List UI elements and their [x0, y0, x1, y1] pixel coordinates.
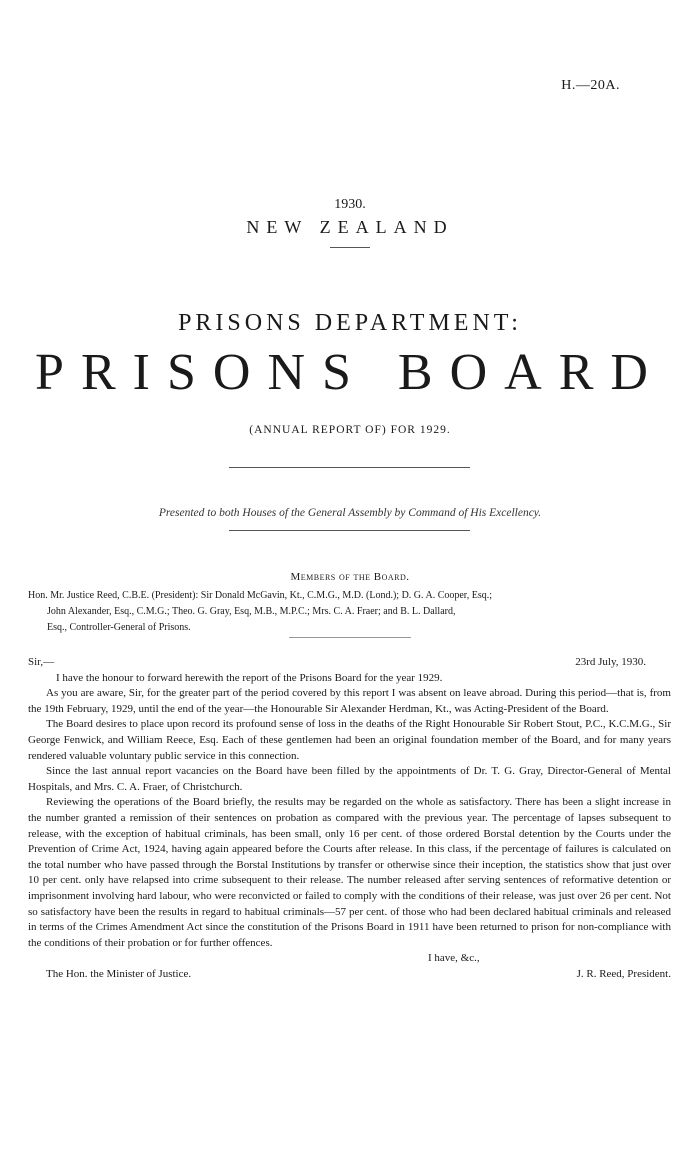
country-heading: NEW ZEALAND — [246, 217, 454, 237]
divider — [229, 530, 470, 531]
members-line: Hon. Mr. Justice Reed, C.B.E. (President): Sir Donald McGavin, Kt., C.M.G., M.D. (Lond.); D. G. A. Cooper, Esq.; — [28, 590, 493, 601]
department-title: PRISONS DEPARTMENT: — [178, 310, 522, 336]
signature: J. R. Reed, President. — [576, 967, 671, 980]
document-reference: H.—20A. — [561, 78, 620, 93]
members-list — [28, 588, 668, 636]
letter-paragraph: I have the honour to forward herewith the report of the Prisons Board for the year 1929. — [56, 671, 443, 684]
letter-paragraph: The Board desires to place upon record its profound sense of loss in the deaths of the Right Honourable Sir Robert Stout, P.C., K.C.M.G., Sir George Fenwick, and William Reece, Esq. Each of these gentlemen had been an original foundation member of the Board, and for many years rendered valuable voluntary public service in this connection. — [28, 718, 671, 762]
addressee: The Hon. the Minister of Justice. — [46, 967, 192, 980]
publication-year: 1930. — [334, 197, 366, 212]
members-line: John Alexander, Esq., C.M.G.; Theo. G. Gray, Esq, M.B., M.P.C.; Mrs. C. A. Fraer; and B. L. Dallard, — [47, 606, 456, 617]
letter-date: 23rd July, 1930. — [575, 656, 646, 668]
divider — [289, 637, 411, 638]
members-line: Esq., Controller-General of Prisons. — [47, 622, 191, 633]
report-subtitle: (ANNUAL REPORT OF) FOR 1929. — [249, 424, 451, 436]
report-title: PRISONS BOARD — [35, 344, 665, 401]
salutation: Sir,— — [28, 656, 55, 668]
members-heading: Members of the Board. — [290, 571, 410, 583]
divider — [229, 467, 470, 468]
presentation-note: Presented to both Houses of the General Assembly by Command of His Excellency. — [158, 507, 542, 519]
letter-paragraph: As you are aware, Sir, for the greater part of the period covered by this report I was absent on leave abroad. During this period—that is, from the 19th February, 1929, until the end of the year—the Honourable Sir Alexander Herdman, Kt., was Acting-President of the Board. — [28, 687, 671, 715]
letter-signoff — [28, 951, 671, 982]
letter-paragraph: Since the last annual report vacancies on the Board have been filled by the appointments of Dr. T. G. Gray, Director-General of Mental Hospitals, and Mrs. C. A. Fraer, of Christchurch. — [28, 765, 671, 793]
covering-letter — [28, 655, 671, 982]
closing: I have, &c., — [428, 952, 480, 965]
divider — [330, 247, 370, 248]
letter-paragraph: Reviewing the operations of the Board briefly, the results may be regarded on the whole as satisfactory. There has been a slight increase in the number granted a remission of their sentences on probation as compared with the previous year. The percentage of lapses subsequent to release, with the exception of habitual criminals, has been small, only 16 per cent. of those ordered Borstal detention by the Courts under the Prevention of Crime Act, 1924, having again appeared before the Courts after release. In this class, if the percentage of failures is calculated on the total number who have passed through the Borstal Institutions by transfer or otherwise since their inception, the statistics show that just over 10 per cent. only have relapsed into crime subsequent to their release. The number released after serving sentences of reformative detention or imprisonment involving hard labour, who were reconvicted or failed to comply with the conditions of their release, was just over 26 per cent. Not so satisfactory have been the results in regard to habitual criminals—57 per cent. of those who had been declared habitual criminals and released in terms of the Crimes Amendment Act since the constitution of the Prisons Board in 1911 have been returned to prison for non-compliance with the conditions of their probation or for further offences. — [28, 796, 671, 949]
